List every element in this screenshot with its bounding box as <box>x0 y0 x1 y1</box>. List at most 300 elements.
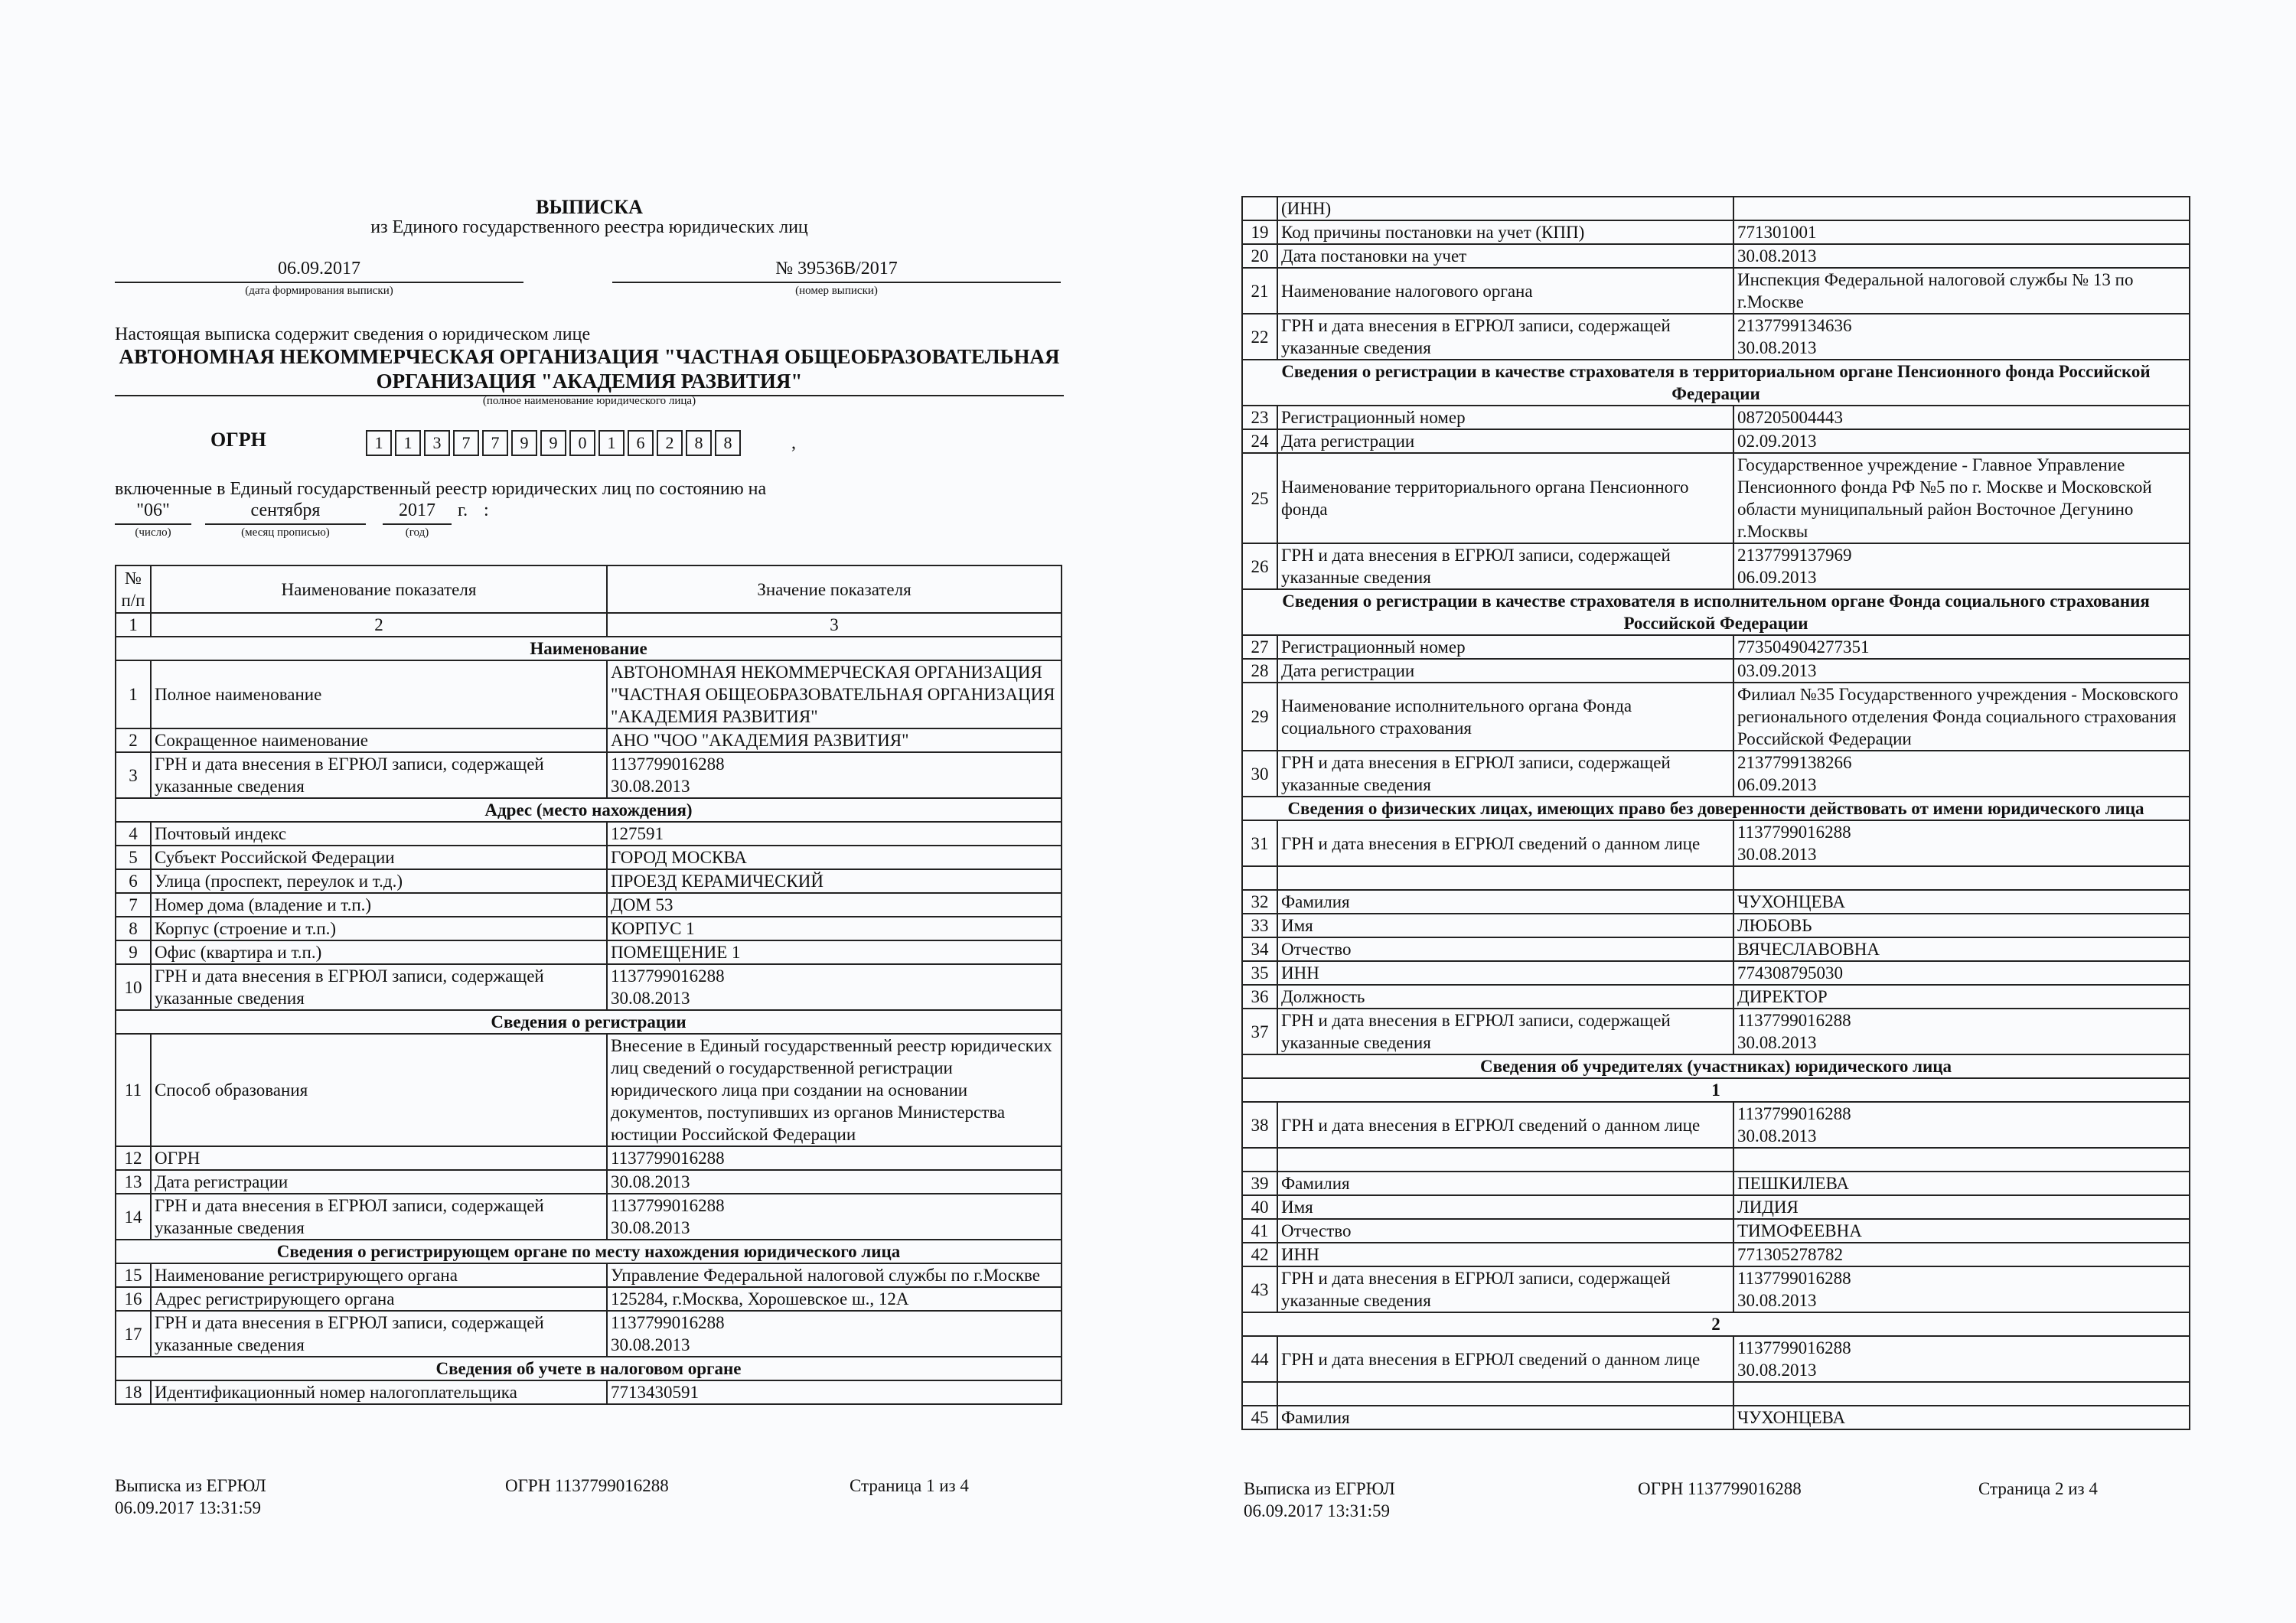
indicator-value <box>1733 453 2190 543</box>
row-number <box>1242 197 1277 220</box>
indicator-value <box>1733 429 2190 453</box>
value-line: ЛИДИЯ <box>1737 1198 1799 1217</box>
table-row <box>1242 1172 2190 1195</box>
indicator-name: ГРН и дата внесения в ЕГРЮЛ записи, содержащей указанные сведения <box>1277 1009 1733 1054</box>
indicator-value <box>1733 961 2190 985</box>
footer-ogrn: ОГРН 1137799016288 <box>1638 1479 1802 1498</box>
table-row <box>1242 1243 2190 1266</box>
value-line: АВТОНОМНАЯ НЕКОММЕРЧЕСКАЯ ОРГАНИЗАЦИЯ "ЧАСТНАЯ ОБЩЕОБРАЗОВАТЕЛЬНАЯ ОРГАНИЗАЦИЯ "АКАДЕМИЯ РАЗВИТИЯ" <box>611 663 1055 726</box>
table-row <box>116 1146 1062 1170</box>
value-date-line: 30.08.2013 <box>1737 1126 1817 1146</box>
ogrn-comma: , <box>791 433 796 453</box>
indicator-value <box>607 1170 1062 1194</box>
indicator-value <box>1733 543 2190 589</box>
table-header-row <box>116 565 1062 613</box>
value-line: 7713430591 <box>611 1383 699 1402</box>
ogrn-digit-box: 9 <box>540 430 566 456</box>
table-row <box>1242 244 2190 268</box>
ogrn-digit-boxes <box>366 430 744 456</box>
org-name-line-1: АВТОНОМНАЯ НЕКОММЕРЧЕСКАЯ ОРГАНИЗАЦИЯ "ЧАСТНАЯ ОБЩЕОБРАЗОВАТЕЛЬНАЯ <box>119 345 1060 368</box>
row-number: 13 <box>116 1170 151 1194</box>
section-title: Сведения о регистрирующем органе по месту нахождения юридического лица <box>116 1240 1062 1263</box>
indicator-name: Корпус (строение и т.п.) <box>151 917 607 940</box>
section-title: 2 <box>1242 1312 2190 1336</box>
indicator-name: Фамилия <box>1277 890 1733 914</box>
indicator-value <box>1733 683 2190 751</box>
row-number: 3 <box>116 752 151 798</box>
indicator-name: Отчество <box>1277 1219 1733 1243</box>
row-number: 24 <box>1242 429 1277 453</box>
table-row <box>1242 820 2190 866</box>
footer-page-number: Страница 1 из 4 <box>850 1476 969 1495</box>
row-number: 9 <box>116 940 151 964</box>
extract-page-2 <box>1148 0 2296 1623</box>
footer-page-number: Страница 2 из 4 <box>1978 1479 2098 1498</box>
value-line: ПОМЕЩЕНИЕ 1 <box>611 943 741 962</box>
indicator-value <box>607 869 1062 893</box>
blank-cell <box>1733 866 2190 890</box>
indicator-value <box>1733 197 2190 220</box>
value-date-line: 06.09.2013 <box>1737 568 1817 587</box>
indicator-name: Код причины постановки на учет (КПП) <box>1277 220 1733 244</box>
value-line: 1137799016288 <box>1737 1338 1851 1357</box>
section-title: 1 <box>1242 1078 2190 1102</box>
table-row <box>116 964 1062 1010</box>
indicator-value <box>607 660 1062 728</box>
indicator-value <box>607 728 1062 752</box>
table-row <box>116 822 1062 846</box>
value-line: ДОМ 53 <box>611 895 673 914</box>
section-header-row <box>116 798 1062 822</box>
indicator-name: Офис (квартира и т.п.) <box>151 940 607 964</box>
row-number: 5 <box>116 846 151 869</box>
indicator-value <box>607 917 1062 940</box>
table-row <box>1242 1219 2190 1243</box>
row-number: 36 <box>1242 985 1277 1009</box>
indicator-name: Дата регистрации <box>1277 659 1733 683</box>
table-row <box>116 893 1062 917</box>
section-title: Сведения об учредителях (участниках) юридического лица <box>1242 1054 2190 1078</box>
indicator-name: Фамилия <box>1277 1172 1733 1195</box>
row-number: 35 <box>1242 961 1277 985</box>
section-title: Сведения о регистрации в качестве страхователя в исполнительном органе Фонда социального страхования Российской Федерации <box>1242 589 2190 635</box>
section-title: Сведения о физических лицах, имеющих право без доверенности действовать от имени юридического лица <box>1242 797 2190 820</box>
ogrn-digit-box: 7 <box>482 430 508 456</box>
indicator-name: Фамилия <box>1277 1406 1733 1429</box>
blank-row <box>1242 866 2190 890</box>
footer-ogrn: ОГРН 1137799016288 <box>505 1476 669 1495</box>
blank-cell <box>1242 1148 1277 1172</box>
ogrn-digit-box: 9 <box>511 430 537 456</box>
intro-text: Настоящая выписка содержит сведения о юридическом лице <box>115 324 591 344</box>
value-line: Государственное учреждение - Главное Управление Пенсионного фонда РФ №5 по г. Москве и Московской области муниципальный район Восточное Дегунино г.Москвы <box>1737 455 2152 541</box>
state-colon: : <box>484 500 489 520</box>
value-line: 1137799016288 <box>611 754 725 774</box>
value-line: 127591 <box>611 824 664 843</box>
indicator-name: Наименование исполнительного органа Фонда социального страхования <box>1277 683 1733 751</box>
row-number: 33 <box>1242 914 1277 937</box>
state-year: 2017 <box>383 500 452 525</box>
indicator-value <box>607 964 1062 1010</box>
indicator-name: ГРН и дата внесения в ЕГРЮЛ записи, содержащей указанные сведения <box>1277 1266 1733 1312</box>
section-title: Сведения о регистрации в качестве страхователя в территориальном органе Пенсионного фонда Российской Федерации <box>1242 360 2190 406</box>
row-number: 8 <box>116 917 151 940</box>
value-line: 2137799134636 <box>1737 316 1852 335</box>
table-row <box>116 1263 1062 1287</box>
ogrn-digit-box: 1 <box>366 430 392 456</box>
value-line: 1137799016288 <box>1737 1269 1851 1288</box>
footer-timestamp: 06.09.2017 13:31:59 <box>1244 1501 1391 1520</box>
table-index-row <box>116 613 1062 637</box>
indicator-name: Почтовый индекс <box>151 822 607 846</box>
row-number: 6 <box>116 869 151 893</box>
value-line: АНО "ЧОО "АКАДЕМИЯ РАЗВИТИЯ" <box>611 731 909 750</box>
extract-number: № 39536В/2017 <box>612 259 1061 283</box>
row-number: 44 <box>1242 1336 1277 1382</box>
table-row <box>1242 751 2190 797</box>
indicator-name: Улица (проспект, переулок и т.д.) <box>151 869 607 893</box>
table-row <box>1242 429 2190 453</box>
section-header-row <box>1242 1312 2190 1336</box>
state-month: сентября <box>205 500 366 525</box>
indicator-name: Должность <box>1277 985 1733 1009</box>
table-row <box>1242 1009 2190 1054</box>
indicator-name: Номер дома (владение и т.п.) <box>151 893 607 917</box>
indicator-name: ИНН <box>1277 961 1733 985</box>
table-row <box>116 728 1062 752</box>
value-line: 1137799016288 <box>1737 1104 1851 1123</box>
indicator-name: Полное наименование <box>151 660 607 728</box>
value-line: ТИМОФЕЕВНА <box>1737 1221 1862 1240</box>
table-row <box>116 940 1062 964</box>
blank-cell <box>1277 1382 1733 1406</box>
section-header-row <box>116 637 1062 660</box>
indicator-value <box>607 1194 1062 1240</box>
indicator-name: ГРН и дата внесения в ЕГРЮЛ записи, содержащей указанные сведения <box>151 1194 607 1240</box>
indicator-value <box>1733 1406 2190 1429</box>
blank-cell <box>1277 866 1733 890</box>
section-header-row <box>116 1010 1062 1034</box>
row-number: 23 <box>1242 406 1277 429</box>
formation-date: 06.09.2017 <box>115 259 523 283</box>
value-line: ВЯЧЕСЛАВОВНА <box>1737 940 1880 959</box>
row-number: 30 <box>1242 751 1277 797</box>
included-text: включенные в Единый государственный реестр юридических лиц по состоянию на <box>115 479 767 499</box>
indicator-value <box>1733 890 2190 914</box>
indicator-value <box>1733 1266 2190 1312</box>
indicator-value <box>1733 751 2190 797</box>
table-row <box>1242 314 2190 360</box>
indicator-name: Имя <box>1277 914 1733 937</box>
document-subtitle: из Единого государственного реестра юридических лиц <box>370 217 808 237</box>
value-line: ГОРОД МОСКВА <box>611 848 747 867</box>
row-number: 45 <box>1242 1406 1277 1429</box>
table-row <box>1242 543 2190 589</box>
blank-cell <box>1242 1382 1277 1406</box>
indicator-name: Адрес регистрирующего органа <box>151 1287 607 1311</box>
table-row <box>1242 1195 2190 1219</box>
value-line: ДИРЕКТОР <box>1737 987 1828 1006</box>
value-line: 774308795030 <box>1737 963 1843 983</box>
indicator-name: Субъект Российской Федерации <box>151 846 607 869</box>
extract-number-caption: (номер выписки) <box>795 285 878 297</box>
indicator-value <box>1733 1243 2190 1266</box>
column-header-value: Значение показателя <box>607 565 1062 613</box>
table-row <box>116 1311 1062 1357</box>
table-row <box>116 752 1062 798</box>
value-line: Внесение в Единый государственный реестр юридических лиц сведений о государственной регистрации юридического лица при создании на основании документов, поступивших из органов Министерства юстиции Российской Федерации <box>611 1036 1052 1144</box>
value-date-line: 30.08.2013 <box>611 1335 690 1354</box>
table-row <box>1242 406 2190 429</box>
row-number: 10 <box>116 964 151 1010</box>
column-index-3: 3 <box>607 613 1062 637</box>
row-number: 40 <box>1242 1195 1277 1219</box>
value-date-line: 30.08.2013 <box>1737 1291 1817 1310</box>
indicator-name: Дата регистрации <box>1277 429 1733 453</box>
indicator-name: Имя <box>1277 1195 1733 1219</box>
value-line: 1137799016288 <box>1737 823 1851 842</box>
row-number: 32 <box>1242 890 1277 914</box>
value-line: ЧУХОНЦЕВА <box>1737 892 1846 911</box>
row-number: 16 <box>116 1287 151 1311</box>
table-row <box>1242 985 2190 1009</box>
table-row <box>1242 890 2190 914</box>
indicator-name: (ИНН) <box>1277 197 1733 220</box>
indicator-value <box>607 1146 1062 1170</box>
indicator-value <box>607 1380 1062 1404</box>
value-line: 30.08.2013 <box>611 1172 690 1191</box>
indicator-name: ГРН и дата внесения в ЕГРЮЛ записи, содержащей указанные сведения <box>1277 314 1733 360</box>
ogrn-digit-box: 2 <box>657 430 683 456</box>
indicator-name: Наименование территориального органа Пенсионного фонда <box>1277 453 1733 543</box>
indicator-name: Идентификационный номер налогоплательщика <box>151 1380 607 1404</box>
table-row <box>1242 914 2190 937</box>
org-name-caption: (полное наименование юридического лица) <box>482 395 696 407</box>
row-number: 15 <box>116 1263 151 1287</box>
ogrn-label: ОГРН <box>210 429 266 451</box>
footer-extract-label <box>115 1475 266 1519</box>
row-number: 21 <box>1242 268 1277 314</box>
row-number: 34 <box>1242 937 1277 961</box>
value-line: 1137799016288 <box>611 1313 725 1332</box>
indicator-value <box>1733 1102 2190 1148</box>
indicator-name: ГРН и дата внесения в ЕГРЮЛ записи, содержащей указанные сведения <box>151 964 607 1010</box>
value-line: 771305278782 <box>1737 1245 1843 1264</box>
indicator-value <box>1733 314 2190 360</box>
indicator-value <box>1733 635 2190 659</box>
section-header-row <box>116 1357 1062 1380</box>
value-line: Инспекция Федеральной налоговой службы № 13 по г.Москве <box>1737 270 2134 311</box>
row-number: 43 <box>1242 1266 1277 1312</box>
row-number: 12 <box>116 1146 151 1170</box>
blank-row <box>1242 1148 2190 1172</box>
value-line: 03.09.2013 <box>1737 661 1817 680</box>
indicator-name: ГРН и дата внесения в ЕГРЮЛ записи, содержащей указанные сведения <box>151 752 607 798</box>
indicator-value <box>1733 820 2190 866</box>
table-row <box>116 1170 1062 1194</box>
ogrn-digit-box: 3 <box>424 430 450 456</box>
register-table-left <box>115 565 1062 1405</box>
row-number: 2 <box>116 728 151 752</box>
value-line: ЛЮБОВЬ <box>1737 916 1812 935</box>
value-line: ЧУХОНЦЕВА <box>1737 1408 1846 1427</box>
indicator-value <box>607 846 1062 869</box>
state-year-suffix: г. <box>458 500 468 520</box>
indicator-name: ГРН и дата внесения в ЕГРЮЛ сведений о данном лице <box>1277 820 1733 866</box>
blank-cell <box>1277 1148 1733 1172</box>
row-number: 18 <box>116 1380 151 1404</box>
table-row <box>1242 1266 2190 1312</box>
month-caption: (месяц прописью) <box>241 526 330 539</box>
indicator-value <box>607 822 1062 846</box>
org-full-name <box>115 344 1064 396</box>
value-line: 773504904277351 <box>1737 637 1870 657</box>
indicator-name: Регистрационный номер <box>1277 406 1733 429</box>
indicator-value <box>607 893 1062 917</box>
value-date-line: 30.08.2013 <box>611 989 690 1008</box>
footer-title: Выписка из ЕГРЮЛ <box>1244 1479 1395 1498</box>
section-header-row <box>1242 1078 2190 1102</box>
value-line: 2137799138266 <box>1737 753 1852 772</box>
table-row <box>116 1287 1062 1311</box>
state-day: "06" <box>115 500 191 525</box>
value-date-line: 30.08.2013 <box>1737 338 1817 357</box>
table-row <box>1242 197 2190 220</box>
row-number: 31 <box>1242 820 1277 866</box>
value-line: 1137799016288 <box>611 1196 725 1215</box>
column-index-2: 2 <box>151 613 607 637</box>
row-number: 29 <box>1242 683 1277 751</box>
table-row <box>116 1380 1062 1404</box>
table-row <box>1242 220 2190 244</box>
indicator-value <box>1733 1009 2190 1054</box>
indicator-name: ГРН и дата внесения в ЕГРЮЛ записи, содержащей указанные сведения <box>1277 543 1733 589</box>
table-row <box>1242 1336 2190 1382</box>
row-number: 7 <box>116 893 151 917</box>
indicator-value <box>607 940 1062 964</box>
indicator-value <box>1733 1172 2190 1195</box>
indicator-name: Отчество <box>1277 937 1733 961</box>
table-row <box>116 660 1062 728</box>
table-row <box>1242 937 2190 961</box>
row-number: 25 <box>1242 453 1277 543</box>
indicator-name: Дата регистрации <box>151 1170 607 1194</box>
section-header-row <box>1242 589 2190 635</box>
column-header-name: Наименование показателя <box>151 565 607 613</box>
blank-cell <box>1242 866 1277 890</box>
table-row <box>1242 635 2190 659</box>
row-number: 20 <box>1242 244 1277 268</box>
row-number: 28 <box>1242 659 1277 683</box>
table-row <box>116 1034 1062 1146</box>
indicator-name: ИНН <box>1277 1243 1733 1266</box>
ogrn-digit-box: 1 <box>598 430 625 456</box>
footer-extract-label <box>1244 1478 1395 1522</box>
table-row <box>116 869 1062 893</box>
indicator-value <box>1733 268 2190 314</box>
value-line: 02.09.2013 <box>1737 432 1817 451</box>
value-line: 1137799016288 <box>1737 1011 1851 1030</box>
value-date-line: 30.08.2013 <box>611 1218 690 1237</box>
value-line: КОРПУС 1 <box>611 919 695 938</box>
blank-cell <box>1733 1382 2190 1406</box>
ogrn-digit-box: 8 <box>686 430 712 456</box>
value-date-line: 30.08.2013 <box>1737 845 1817 864</box>
indicator-value <box>1733 406 2190 429</box>
indicator-value <box>1733 1336 2190 1382</box>
day-caption: (число) <box>135 526 171 539</box>
row-number: 26 <box>1242 543 1277 589</box>
row-number: 27 <box>1242 635 1277 659</box>
value-line: 087205004443 <box>1737 408 1843 427</box>
value-line: 1137799016288 <box>611 1149 725 1168</box>
table-row <box>1242 683 2190 751</box>
indicator-name: Дата постановки на учет <box>1277 244 1733 268</box>
value-date-line: 30.08.2013 <box>611 777 690 796</box>
indicator-value <box>1733 659 2190 683</box>
indicator-name: Наименование регистрирующего органа <box>151 1263 607 1287</box>
indicator-value <box>1733 914 2190 937</box>
section-title: Сведения о регистрации <box>116 1010 1062 1034</box>
indicator-value <box>1733 244 2190 268</box>
indicator-value <box>607 1034 1062 1146</box>
row-number: 4 <box>116 822 151 846</box>
indicator-name: ГРН и дата внесения в ЕГРЮЛ сведений о данном лице <box>1277 1336 1733 1382</box>
column-index-1: 1 <box>116 613 151 637</box>
indicator-name: Регистрационный номер <box>1277 635 1733 659</box>
row-number: 39 <box>1242 1172 1277 1195</box>
indicator-value <box>607 752 1062 798</box>
indicator-name: Способ образования <box>151 1034 607 1146</box>
value-line: 1137799016288 <box>611 966 725 986</box>
row-number: 42 <box>1242 1243 1277 1266</box>
register-table-right <box>1241 196 2190 1430</box>
document-title: ВЫПИСКА <box>536 196 643 218</box>
row-number: 19 <box>1242 220 1277 244</box>
section-title: Наименование <box>116 637 1062 660</box>
column-header-number: № п/п <box>116 565 151 613</box>
value-line: 771301001 <box>1737 223 1817 242</box>
indicator-value <box>1733 985 2190 1009</box>
indicator-value <box>607 1287 1062 1311</box>
indicator-value <box>1733 220 2190 244</box>
table-row <box>116 1194 1062 1240</box>
table-row <box>1242 1406 2190 1429</box>
indicator-name: ГРН и дата внесения в ЕГРЮЛ записи, содержащей указанные сведения <box>1277 751 1733 797</box>
ogrn-digit-box: 0 <box>569 430 595 456</box>
indicator-value <box>1733 1195 2190 1219</box>
indicator-name: ОГРН <box>151 1146 607 1170</box>
footer-title: Выписка из ЕГРЮЛ <box>115 1476 266 1495</box>
blank-row <box>1242 1382 2190 1406</box>
ogrn-digit-box: 1 <box>395 430 421 456</box>
ogrn-digit-box: 8 <box>715 430 741 456</box>
row-number: 17 <box>116 1311 151 1357</box>
formation-date-caption: (дата формирования выписки) <box>245 285 393 297</box>
row-number: 22 <box>1242 314 1277 360</box>
table-row <box>1242 1102 2190 1148</box>
value-line: Управление Федеральной налоговой службы по г.Москве <box>611 1266 1040 1285</box>
value-date-line: 06.09.2013 <box>1737 775 1817 794</box>
table-row <box>1242 453 2190 543</box>
org-name-line-2: ОРГАНИЗАЦИЯ "АКАДЕМИЯ РАЗВИТИЯ" <box>376 370 803 393</box>
table-row <box>1242 268 2190 314</box>
value-line: ПЕШКИЛЕВА <box>1737 1174 1849 1193</box>
value-line: 125284, г.Москва, Хорошевское ш., 12А <box>611 1289 909 1309</box>
indicator-value <box>1733 937 2190 961</box>
table-row <box>1242 659 2190 683</box>
indicator-value <box>1733 1219 2190 1243</box>
